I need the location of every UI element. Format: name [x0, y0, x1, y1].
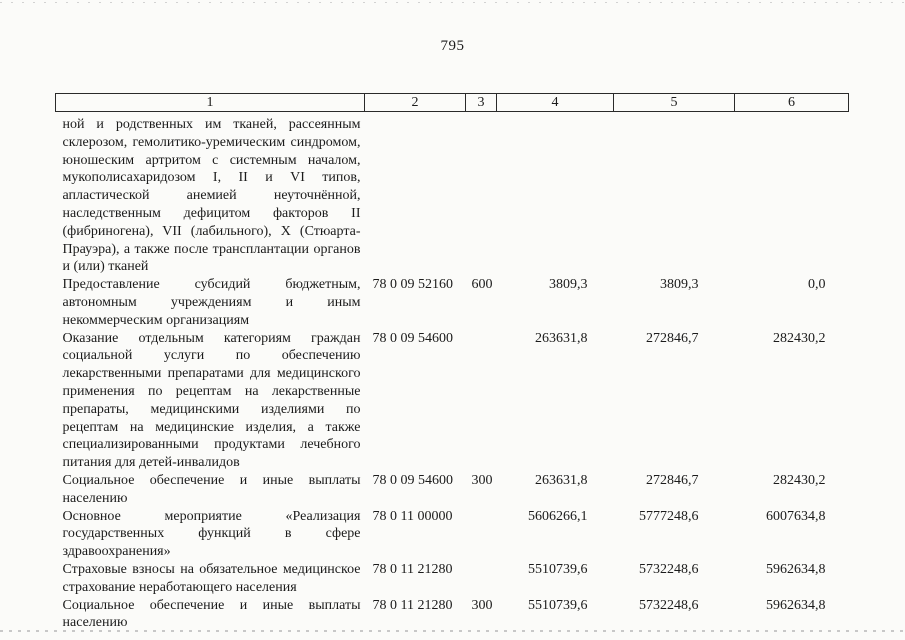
column-header-2: 2	[365, 94, 466, 112]
column-header-5: 5	[614, 94, 735, 112]
row-value-col6: 5962634,8	[766, 561, 826, 577]
table-row	[56, 472, 849, 508]
row-target-code: 78 0 09 54600	[372, 472, 453, 488]
row-description: Социальное обеспечение и иные выплаты населению	[62, 597, 361, 631]
row-value-col5: 272846,7	[646, 330, 699, 346]
budget-table	[55, 93, 849, 632]
page-number: 795	[440, 38, 465, 54]
row-expense-type	[466, 330, 497, 472]
column-header-3: 3	[466, 94, 497, 112]
row-target-code: 78 0 11 21280	[372, 561, 453, 577]
column-header-1: 1	[56, 94, 365, 112]
row-value-col5: 5777248,6	[639, 508, 699, 524]
table-row	[56, 561, 849, 597]
row-target-code: 78 0 09 52160	[372, 277, 453, 293]
scan-edge-bottom	[0, 630, 905, 632]
table-row	[56, 330, 849, 472]
row-value-col4: 263631,8	[535, 472, 588, 488]
table-row	[56, 112, 849, 277]
row-value-col6: 0,0	[808, 277, 826, 293]
row-description: Оказание отдельным категориям граждан социальной услуги по обеспечению лекарственными препаратами для медицинского применения по рецептам на лекарственные препараты, медицинскими изделиями по рецептам на медицинские изделия, а также специализированными продуктами лечебного питания для детей-инвалидов	[62, 330, 361, 471]
row-description: Страховые взносы на обязательное медицинское страхование неработающего населения	[62, 561, 361, 595]
row-value-col6: 6007634,8	[766, 508, 826, 524]
row-value-col4	[497, 112, 614, 277]
row-value-col5: 5732248,6	[639, 597, 699, 613]
row-expense-type	[466, 112, 497, 277]
row-value-col5: 3809,3	[660, 277, 699, 293]
column-header-4: 4	[497, 94, 614, 112]
row-target-code: 78 0 11 00000	[372, 508, 453, 524]
row-value-col4: 3809,3	[549, 277, 588, 293]
column-header-6: 6	[735, 94, 849, 112]
row-value-col5: 5732248,6	[639, 561, 699, 577]
row-value-col4: 263631,8	[535, 330, 588, 346]
table-row	[56, 508, 849, 561]
table-row	[56, 597, 849, 633]
row-expense-type	[466, 561, 497, 597]
row-value-col6	[735, 112, 849, 277]
row-value-col6: 282430,2	[773, 330, 826, 346]
row-description: Предоставление субсидий бюджетным, автономным учреждениям и иным некоммерческим организациям	[62, 277, 361, 328]
row-value-col5: 272846,7	[646, 472, 699, 488]
row-target-code	[365, 112, 466, 277]
row-value-col6: 282430,2	[773, 472, 826, 488]
row-value-col4: 5606266,1	[528, 508, 588, 524]
table-header-row	[56, 94, 849, 112]
row-expense-type: 300	[471, 597, 493, 613]
row-target-code: 78 0 11 21280	[372, 597, 453, 613]
row-value-col5	[614, 112, 735, 277]
row-value-col6: 5962634,8	[766, 597, 826, 613]
row-description: Социальное обеспечение и иные выплаты населению	[62, 472, 361, 506]
row-description: Основное мероприятие «Реализация государственных функций в сфере здравоохранения»	[62, 508, 361, 560]
scan-edge-top	[0, 2, 905, 3]
row-expense-type: 600	[471, 277, 493, 293]
row-expense-type: 300	[471, 472, 493, 488]
table-row	[56, 276, 849, 329]
row-expense-type	[466, 508, 497, 561]
row-value-col4: 5510739,6	[528, 561, 588, 577]
row-target-code: 78 0 09 54600	[372, 330, 453, 346]
row-value-col4: 5510739,6	[528, 597, 588, 613]
row-description: ной и родственных им тканей, рассеянным склерозом, гемолитико-уремическим синдромом, юношеским артритом с системным началом, мукополисахаридозом I, II и VI типов, апластической анемией неуточнённой, наследственным дефицитом факторов II (фибриногена), VII (лабильного), X (Стюарта-Прауэра), а также после трансплантации органов и (или) тканей	[62, 117, 361, 275]
